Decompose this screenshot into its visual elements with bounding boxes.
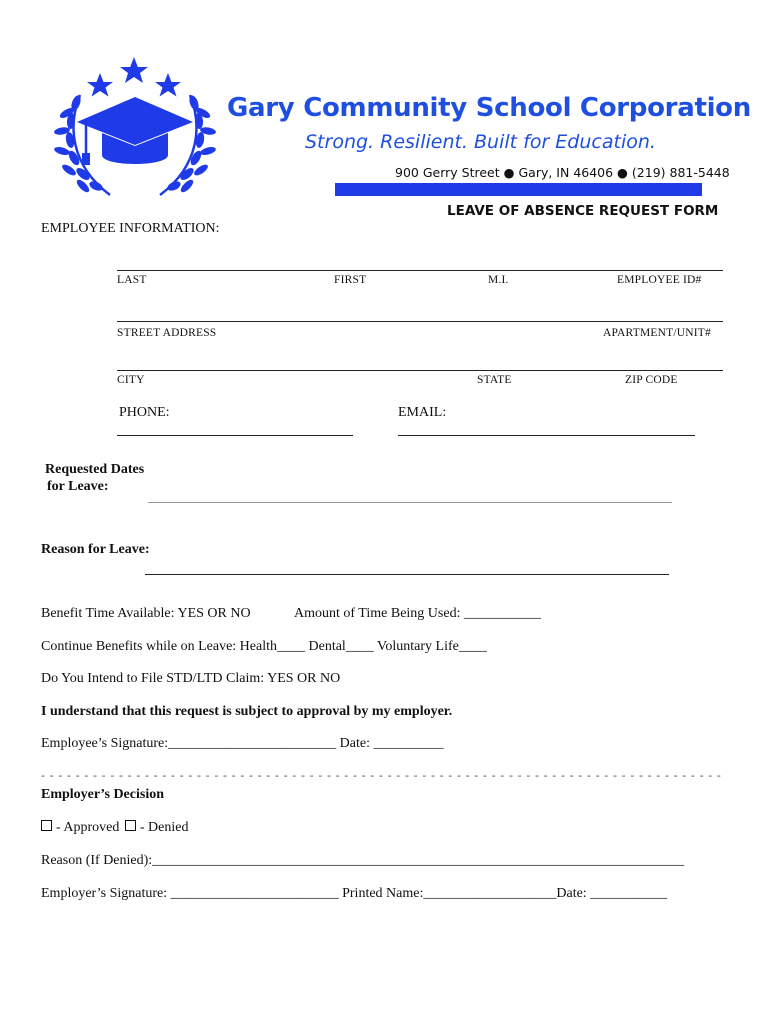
first-name-label: FIRST — [334, 274, 367, 286]
email-label: EMAIL: — [398, 405, 447, 420]
reason-label-text: Reason for Leave: — [41, 542, 150, 557]
employee-signature-line[interactable]: ________________________ — [168, 736, 337, 751]
denied-checkbox[interactable] — [125, 820, 136, 831]
email-line[interactable] — [398, 435, 695, 436]
phone-label: PHONE: — [119, 405, 170, 420]
laurel-left-icon — [53, 94, 110, 195]
organization-address: 900 Gerry Street ● Gary, IN 46406 ● (219) 881-5448 — [395, 165, 730, 180]
street-address-label: STREET ADDRESS — [117, 327, 217, 339]
phone-line[interactable] — [117, 435, 353, 436]
decision-options — [41, 820, 188, 836]
employer-signature-label: Employer’s Signature: — [41, 886, 171, 901]
requested-dates-label-line1: Requested Dates — [45, 462, 145, 477]
requested-dates-line[interactable] — [148, 502, 672, 503]
middle-initial-label: M.I. — [488, 274, 509, 286]
city-label: CITY — [117, 374, 145, 386]
employee-id-label: EMPLOYEE ID# — [617, 274, 702, 286]
organization-tagline: Strong. Resilient. Built for Education. — [305, 131, 656, 153]
zip-code-label: ZIP CODE — [625, 374, 678, 386]
star-icon — [155, 73, 181, 97]
approved-label: - Approved — [56, 820, 120, 835]
organization-name: Gary Community School Corporation — [227, 93, 751, 123]
amount-time-used: Amount of Time Being Used: ___________ — [294, 606, 541, 621]
employer-section-separator: - - - - - - - - - - - - - - - - - - - - - - - - - - - - - - - - - - - - - - - - - - - - - - - - - - - - - - - - - - - - - - - - - - - - - - - - - - - - - - - — [41, 769, 722, 782]
employee-signature-row — [41, 736, 443, 752]
address-line[interactable] — [117, 321, 723, 322]
reason-if-denied[interactable]: Reason (If Denied):____________________________________________________________________________ — [41, 853, 685, 868]
header-divider-bar — [335, 183, 702, 196]
denied-label: - Denied — [139, 820, 189, 835]
laurel-right-icon — [160, 94, 217, 195]
reason-line[interactable] — [145, 574, 669, 575]
employer-decision-heading: Employer’s Decision — [41, 787, 164, 802]
star-icon — [87, 73, 113, 97]
star-icon — [120, 57, 148, 83]
std-ltd-claim: Do You Intend to File STD/LTD Claim: YES OR NO — [41, 671, 341, 686]
benefit-time-available: Benefit Time Available: YES OR NO — [41, 606, 251, 621]
employee-signature-label: Employee’s Signature: — [41, 736, 169, 751]
name-line[interactable] — [117, 270, 723, 271]
printed-name-and-date[interactable]: Printed Name:___________________Date: ___________ — [338, 886, 668, 901]
continue-benefits: Continue Benefits while on Leave: Health____ Dental____ Voluntary Life____ — [41, 639, 487, 654]
school-logo — [50, 55, 220, 205]
city-line[interactable] — [117, 370, 723, 371]
requested-dates-label-line2: for Leave: — [47, 479, 109, 494]
form-title: LEAVE OF ABSENCE REQUEST FORM — [447, 203, 719, 219]
employer-signature-line[interactable]: ________________________ — [170, 886, 339, 901]
approval-acknowledgement: I understand that this request is subject to approval by my employer. — [41, 704, 453, 719]
graduation-cap-icon — [77, 97, 193, 165]
employee-signature-date[interactable]: Date: __________ — [336, 736, 444, 751]
state-label: STATE — [477, 374, 512, 386]
approved-checkbox[interactable] — [41, 820, 52, 831]
last-name-label: LAST — [117, 274, 147, 286]
employee-info-heading: EMPLOYEE INFORMATION: — [41, 221, 220, 236]
apartment-label: APARTMENT/UNIT# — [603, 327, 711, 339]
employer-signature-row — [41, 886, 667, 902]
reason-label — [41, 542, 150, 558]
